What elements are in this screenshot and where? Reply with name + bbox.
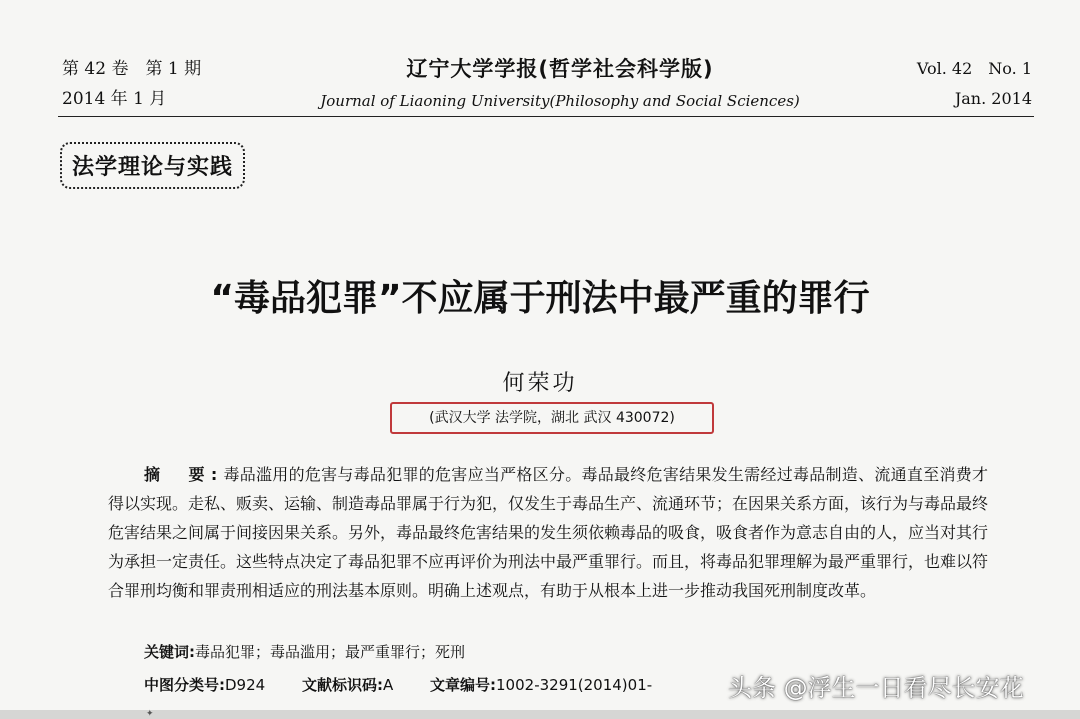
classification-line — [144, 674, 684, 695]
date-cn: 2014 年 1 月 — [62, 89, 167, 109]
abstract — [108, 460, 988, 605]
volume-issue-en: Vol. 42 No. 1 — [916, 59, 1032, 78]
volume-issue-cn: 第 42 卷 第 1 期 — [62, 59, 202, 79]
abstract-label: 摘 要: — [144, 465, 224, 484]
keywords — [144, 641, 465, 662]
bottom-bar — [0, 710, 1080, 719]
header-right — [917, 54, 1032, 114]
author-name: 何荣功 — [502, 371, 578, 396]
date-en: Jan. 2014 — [954, 89, 1032, 108]
header-left — [62, 54, 201, 114]
header-rule — [58, 116, 1034, 117]
keywords-label: 关键词: — [144, 643, 195, 661]
header-center — [290, 54, 830, 116]
article-no-label: 文章编号: — [430, 676, 497, 694]
clc-value: D924 — [225, 676, 266, 694]
journal-title-en: Journal of Liaoning University(Philosophy and Social Sciences) — [320, 92, 800, 110]
clc-label: 中图分类号: — [144, 676, 225, 694]
doc-code-value: A — [382, 676, 394, 694]
article-title: “毒品犯罪”不应属于刑法中最严重的罪行 — [210, 278, 870, 319]
watermark: 头条 @浮生一日看尽长安花 — [728, 674, 1024, 702]
cursor-mark-icon: ✦ — [146, 709, 154, 719]
affiliation-box: (武汉大学 法学院，湖北 武汉 430072) — [390, 402, 714, 434]
journal-title-cn: 辽宁大学学报(哲学社会科学版) — [406, 57, 714, 81]
article-no-value: 1002-3291(2014)01- — [496, 676, 653, 694]
keywords-text: 毒品犯罪；毒品滥用；最严重罪行；死刑 — [195, 643, 466, 661]
doc-code-label: 文献标识码: — [301, 676, 383, 694]
abstract-text: 毒品滥用的危害与毒品犯罪的危害应当严格区分。毒品最终危害结果发生需经过毒品制造、流通直至消费才得以实现。走私、贩卖、运输、制造毒品罪属于行为犯，仅发生于毒品生产、流通环节；在因果关系方面，该行为与毒品最终危害结果之间属于间接因果关系。另外，毒品最终危害结果的发生须依赖毒品的吸食，吸食者作为意志自由的人，应当对其行为承担一定责任。这些特点决定了毒品犯罪不应再评价为刑法中最严重罪行。而且，将毒品犯罪理解为最严重罪行，也难以符合罪刑均衡和罪责刑相适应的刑法基本原则。明确上述观点，有助于从根本上进一步推动我国死刑制度改革。 — [108, 465, 989, 600]
section-tag: 法学理论与实践 — [60, 142, 245, 189]
